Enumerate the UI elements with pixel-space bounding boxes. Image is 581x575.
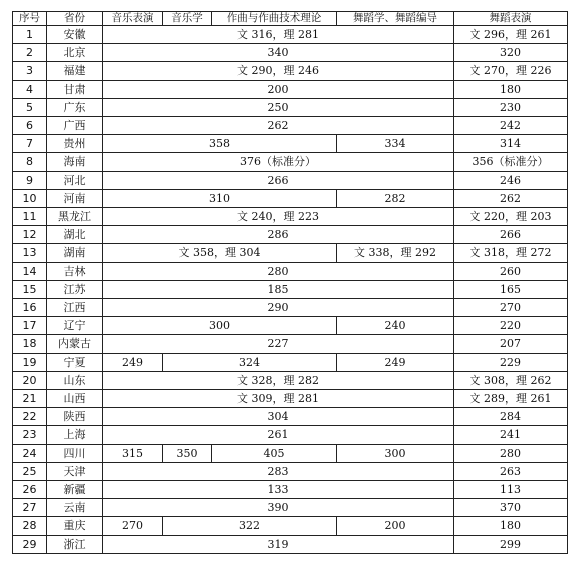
dance-performance-score: 文 308，理 262 — [454, 371, 568, 389]
score-cell: 376（标准分） — [103, 153, 454, 171]
dance-performance-score: 242 — [454, 117, 568, 135]
score-cell: 319 — [103, 535, 454, 553]
table-row — [13, 390, 568, 408]
row-province: 北京 — [47, 44, 103, 62]
row-province: 宁夏 — [47, 353, 103, 371]
score-cell: 405 — [212, 444, 337, 462]
score-cell: 249 — [103, 353, 163, 371]
row-province: 湖南 — [47, 244, 103, 262]
dance-performance-score: 356（标准分） — [454, 153, 568, 171]
table-row — [13, 444, 568, 462]
dance-performance-score: 299 — [454, 535, 568, 553]
table-row — [13, 426, 568, 444]
row-province: 山东 — [47, 371, 103, 389]
row-number: 28 — [13, 517, 47, 535]
dance-performance-score: 文 270，理 226 — [454, 62, 568, 80]
row-number: 27 — [13, 499, 47, 517]
table-row — [13, 481, 568, 499]
row-number: 22 — [13, 408, 47, 426]
header-no: 序号 — [13, 12, 47, 26]
row-number: 17 — [13, 317, 47, 335]
table-row — [13, 499, 568, 517]
dance-performance-score: 229 — [454, 353, 568, 371]
score-cell: 300 — [103, 317, 337, 335]
table-row — [13, 208, 568, 226]
row-province: 辽宁 — [47, 317, 103, 335]
dance-performance-score: 文 296，理 261 — [454, 26, 568, 44]
score-cell: 310 — [103, 189, 337, 207]
row-number: 14 — [13, 262, 47, 280]
score-cell: 133 — [103, 481, 454, 499]
row-province: 海南 — [47, 153, 103, 171]
table-row — [13, 153, 568, 171]
row-number: 24 — [13, 444, 47, 462]
dance-performance-score: 180 — [454, 80, 568, 98]
row-number: 19 — [13, 353, 47, 371]
score-cell: 249 — [337, 353, 454, 371]
dance-performance-score: 180 — [454, 517, 568, 535]
header-row — [13, 12, 568, 26]
score-cell: 286 — [103, 226, 454, 244]
score-cell: 文 358，理 304 — [103, 244, 337, 262]
dance-performance-score: 文 289，理 261 — [454, 390, 568, 408]
table-row — [13, 335, 568, 353]
row-number: 7 — [13, 135, 47, 153]
row-province: 江苏 — [47, 280, 103, 298]
score-cell: 227 — [103, 335, 454, 353]
dance-performance-score: 263 — [454, 462, 568, 480]
table-row — [13, 26, 568, 44]
row-number: 16 — [13, 299, 47, 317]
row-province: 新疆 — [47, 481, 103, 499]
row-province: 山西 — [47, 390, 103, 408]
score-table-container — [12, 11, 568, 554]
table-row — [13, 462, 568, 480]
row-province: 浙江 — [47, 535, 103, 553]
table-row — [13, 353, 568, 371]
table-row — [13, 262, 568, 280]
table-row — [13, 317, 568, 335]
table-row — [13, 62, 568, 80]
row-province: 四川 — [47, 444, 103, 462]
header-dance: 舞蹈学、舞蹈编导 — [337, 12, 454, 26]
score-cell: 250 — [103, 98, 454, 116]
table-row — [13, 244, 568, 262]
dance-performance-score: 370 — [454, 499, 568, 517]
row-province: 吉林 — [47, 262, 103, 280]
row-number: 3 — [13, 62, 47, 80]
dance-performance-score: 207 — [454, 335, 568, 353]
row-province: 黑龙江 — [47, 208, 103, 226]
row-number: 12 — [13, 226, 47, 244]
score-cell: 358 — [103, 135, 337, 153]
dance-performance-score: 266 — [454, 226, 568, 244]
score-cell: 283 — [103, 462, 454, 480]
row-number: 18 — [13, 335, 47, 353]
row-province: 重庆 — [47, 517, 103, 535]
score-cell: 文 240，理 223 — [103, 208, 454, 226]
row-number: 4 — [13, 80, 47, 98]
row-province: 江西 — [47, 299, 103, 317]
dance-performance-score: 230 — [454, 98, 568, 116]
dance-performance-score: 314 — [454, 135, 568, 153]
score-cell: 文 316，理 281 — [103, 26, 454, 44]
table-row — [13, 517, 568, 535]
score-cell: 266 — [103, 171, 454, 189]
dance-performance-score: 113 — [454, 481, 568, 499]
score-cell: 340 — [103, 44, 454, 62]
row-province: 上海 — [47, 426, 103, 444]
score-cell: 240 — [337, 317, 454, 335]
score-cell: 200 — [337, 517, 454, 535]
row-number: 15 — [13, 280, 47, 298]
score-cell: 290 — [103, 299, 454, 317]
dance-performance-score: 文 318，理 272 — [454, 244, 568, 262]
dance-performance-score: 262 — [454, 189, 568, 207]
row-province: 天津 — [47, 462, 103, 480]
row-province: 河北 — [47, 171, 103, 189]
header-composition: 作曲与作曲技术理论 — [212, 12, 337, 26]
score-cell: 文 290，理 246 — [103, 62, 454, 80]
table-row — [13, 171, 568, 189]
dance-performance-score: 320 — [454, 44, 568, 62]
score-cell: 322 — [163, 517, 337, 535]
table-row — [13, 299, 568, 317]
score-cell: 185 — [103, 280, 454, 298]
row-number: 11 — [13, 208, 47, 226]
row-province: 福建 — [47, 62, 103, 80]
row-number: 8 — [13, 153, 47, 171]
score-cell: 文 338，理 292 — [337, 244, 454, 262]
dance-performance-score: 165 — [454, 280, 568, 298]
row-number: 21 — [13, 390, 47, 408]
row-number: 10 — [13, 189, 47, 207]
score-cell: 文 328，理 282 — [103, 371, 454, 389]
table-row — [13, 226, 568, 244]
table-row — [13, 371, 568, 389]
row-province: 湖北 — [47, 226, 103, 244]
score-table — [12, 11, 568, 554]
score-cell: 280 — [103, 262, 454, 280]
score-cell: 262 — [103, 117, 454, 135]
score-cell: 324 — [163, 353, 337, 371]
row-number: 5 — [13, 98, 47, 116]
row-province: 云南 — [47, 499, 103, 517]
row-province: 广西 — [47, 117, 103, 135]
dance-performance-score: 文 220，理 203 — [454, 208, 568, 226]
header-dance-performance: 舞蹈表演 — [454, 12, 568, 26]
table-row — [13, 280, 568, 298]
row-number: 13 — [13, 244, 47, 262]
score-cell: 200 — [103, 80, 454, 98]
row-province: 安徽 — [47, 26, 103, 44]
table-row — [13, 117, 568, 135]
score-cell: 300 — [337, 444, 454, 462]
header-musicology: 音乐学 — [163, 12, 212, 26]
row-province: 河南 — [47, 189, 103, 207]
row-number: 2 — [13, 44, 47, 62]
dance-performance-score: 284 — [454, 408, 568, 426]
score-cell: 334 — [337, 135, 454, 153]
dance-performance-score: 241 — [454, 426, 568, 444]
score-cell: 270 — [103, 517, 163, 535]
row-number: 9 — [13, 171, 47, 189]
header-music-performance: 音乐表演 — [103, 12, 163, 26]
dance-performance-score: 246 — [454, 171, 568, 189]
score-cell: 282 — [337, 189, 454, 207]
score-cell: 文 309，理 281 — [103, 390, 454, 408]
table-row — [13, 189, 568, 207]
row-number: 1 — [13, 26, 47, 44]
table-row — [13, 44, 568, 62]
dance-performance-score: 220 — [454, 317, 568, 335]
table-row — [13, 408, 568, 426]
row-number: 26 — [13, 481, 47, 499]
row-province: 甘肃 — [47, 80, 103, 98]
score-cell: 390 — [103, 499, 454, 517]
score-cell: 315 — [103, 444, 163, 462]
score-cell: 304 — [103, 408, 454, 426]
table-row — [13, 98, 568, 116]
row-province: 广东 — [47, 98, 103, 116]
header-province: 省份 — [47, 12, 103, 26]
table-row — [13, 80, 568, 98]
row-province: 陕西 — [47, 408, 103, 426]
row-number: 25 — [13, 462, 47, 480]
dance-performance-score: 270 — [454, 299, 568, 317]
dance-performance-score: 260 — [454, 262, 568, 280]
row-number: 20 — [13, 371, 47, 389]
row-province: 内蒙古 — [47, 335, 103, 353]
row-number: 23 — [13, 426, 47, 444]
dance-performance-score: 280 — [454, 444, 568, 462]
score-cell: 350 — [163, 444, 212, 462]
score-cell: 261 — [103, 426, 454, 444]
row-province: 贵州 — [47, 135, 103, 153]
table-row — [13, 135, 568, 153]
row-number: 6 — [13, 117, 47, 135]
row-number: 29 — [13, 535, 47, 553]
table-row — [13, 535, 568, 553]
